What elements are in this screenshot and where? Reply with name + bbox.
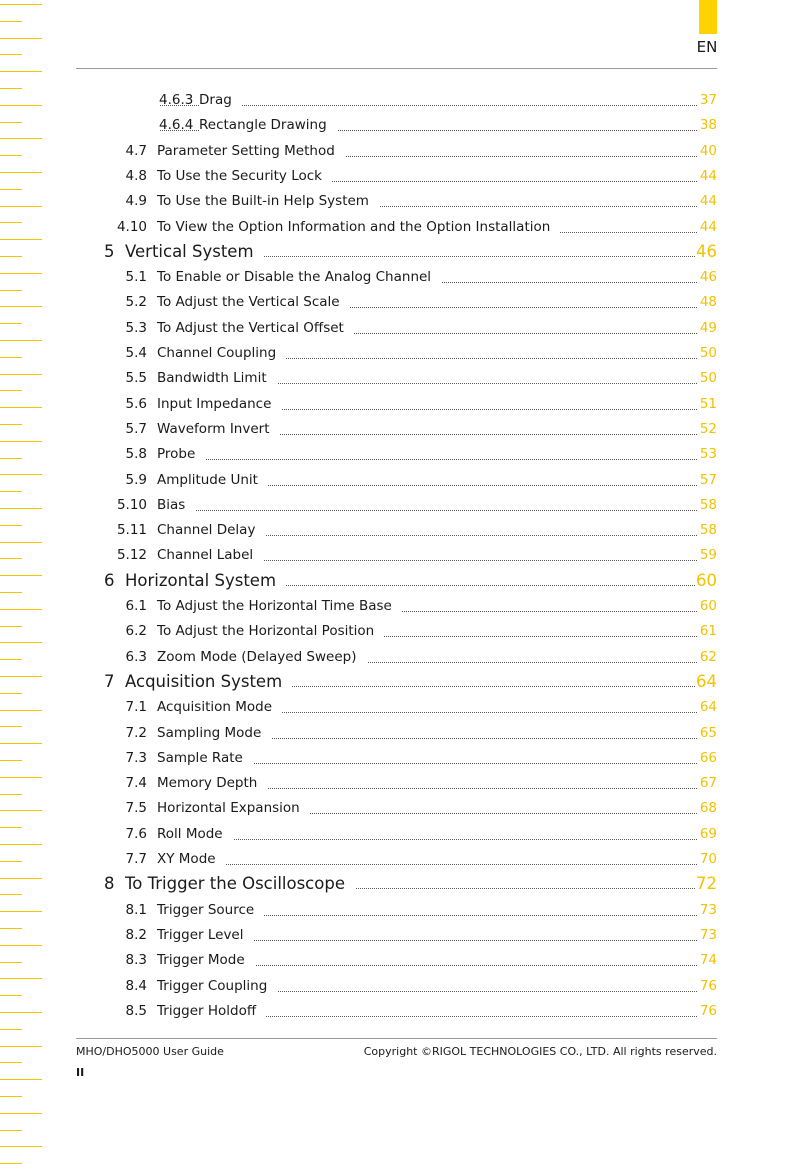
toc-entry-page: 46 xyxy=(699,269,717,286)
toc-entry-page: 70 xyxy=(699,851,717,867)
ruler-tick xyxy=(0,1130,22,1131)
toc-entry-page: 51 xyxy=(699,395,717,412)
toc-entry[interactable] xyxy=(0,366,793,391)
toc-entry[interactable] xyxy=(0,974,793,999)
toc-entry[interactable] xyxy=(0,240,793,265)
toc-entry[interactable] xyxy=(0,265,793,290)
ruler-tick xyxy=(0,4,42,5)
toc-entry-number: 5.12 xyxy=(116,547,147,564)
toc-entry-page: 44 xyxy=(699,193,717,210)
toc-entry-page: 74 xyxy=(699,952,717,969)
toc-entry-number: 6 xyxy=(104,570,115,590)
toc-entry-page: 38 xyxy=(699,117,717,134)
toc-entry[interactable] xyxy=(0,721,793,746)
toc-entry[interactable] xyxy=(0,796,793,821)
toc-entry-page: 58 xyxy=(699,522,717,539)
toc-entry-page: 68 xyxy=(699,800,717,817)
toc-entry[interactable] xyxy=(0,569,793,594)
toc-entry[interactable] xyxy=(0,290,793,315)
toc-entry-number: 8.5 xyxy=(125,1002,147,1019)
toc-leader-dots xyxy=(160,864,697,865)
toc-entry-title: To Use the Built-in Help System xyxy=(157,193,379,209)
toc-entry-page: 73 xyxy=(699,901,717,918)
ruler-tick xyxy=(0,71,42,72)
toc-leader-dots xyxy=(160,459,697,460)
toc-entry[interactable] xyxy=(0,316,793,341)
toc-entry[interactable] xyxy=(0,468,793,493)
ruler-tick xyxy=(0,1096,22,1097)
toc-entry[interactable] xyxy=(0,619,793,644)
toc-entry[interactable] xyxy=(0,923,793,948)
toc-entry-title: Acquisition System xyxy=(125,672,292,691)
toc-entry[interactable] xyxy=(0,746,793,771)
toc-entry-title: Sample Rate xyxy=(157,750,253,766)
toc-entry-title: Drag xyxy=(199,92,242,108)
toc-entry-title: To Adjust the Horizontal Position xyxy=(157,623,384,639)
toc-entry-number: 6.3 xyxy=(125,648,147,665)
toc-entry-page: 60 xyxy=(699,598,717,614)
toc-entry[interactable] xyxy=(0,543,793,568)
ruler-tick xyxy=(0,54,22,55)
toc-entry-number: 8.2 xyxy=(125,926,147,943)
toc-entry-title: Memory Depth xyxy=(157,775,267,791)
ruler-tick xyxy=(0,38,42,39)
toc-entry-number: 7.7 xyxy=(125,851,147,867)
toc-entry-number: 5.3 xyxy=(125,319,147,336)
language-label: EN xyxy=(696,38,718,56)
footer-guide-title: MHO/DHO5000 User Guide xyxy=(76,1045,224,1058)
toc-entry-number: 4.9 xyxy=(125,193,147,210)
toc-entry-title: Trigger Coupling xyxy=(157,978,277,994)
toc-entry[interactable] xyxy=(0,898,793,923)
toc-entry[interactable] xyxy=(0,341,793,366)
toc-entry-title: Channel Delay xyxy=(157,522,265,538)
toc-entry[interactable] xyxy=(0,645,793,670)
toc-entry[interactable] xyxy=(0,948,793,973)
toc-entry[interactable] xyxy=(0,999,793,1024)
toc-entry-page: 44 xyxy=(699,218,717,235)
toc-entry-page: 60 xyxy=(696,570,717,590)
toc-entry[interactable] xyxy=(0,695,793,720)
toc-entry-title: Roll Mode xyxy=(157,826,233,842)
toc-entry-page: 59 xyxy=(699,547,717,564)
toc-entry[interactable] xyxy=(0,417,793,442)
toc-entry-number: 8.1 xyxy=(125,901,147,918)
toc-entry-number: 7.1 xyxy=(125,699,147,716)
header-rule xyxy=(76,68,717,69)
toc-entry-page: 53 xyxy=(699,446,717,463)
toc-entry-number: 4.7 xyxy=(125,142,147,159)
toc-entry-page: 72 xyxy=(696,874,717,894)
toc-entry-number: 5.6 xyxy=(125,395,147,412)
toc-entry-title: Horizontal System xyxy=(125,571,286,590)
toc-entry[interactable] xyxy=(0,822,793,847)
toc-entry[interactable] xyxy=(0,872,793,897)
toc-entry-number: 8 xyxy=(104,874,115,894)
toc-entry-number: 7.2 xyxy=(125,724,147,741)
toc-entry-number: 4.10 xyxy=(116,218,147,235)
toc-entry-title: Parameter Setting Method xyxy=(157,143,345,159)
toc-entry-number: 5.8 xyxy=(125,446,147,463)
toc-entry-title: Probe xyxy=(157,446,205,462)
toc-entry-page: 50 xyxy=(699,370,717,387)
toc-entry-page: 61 xyxy=(699,623,717,640)
toc-entry-title: Input Impedance xyxy=(157,396,281,412)
toc-entry-title: Horizontal Expansion xyxy=(157,800,310,816)
toc-entry-number: 6.2 xyxy=(125,623,147,640)
toc-entry-number: 7.6 xyxy=(125,825,147,842)
toc-entry-page: 49 xyxy=(699,319,717,336)
ruler-tick xyxy=(0,1062,22,1063)
toc-entry-page: 44 xyxy=(699,167,717,184)
toc-entry-title: Channel Coupling xyxy=(157,345,286,361)
toc-entry-number: 8.4 xyxy=(125,977,147,994)
ruler-tick xyxy=(0,21,22,22)
ruler-tick xyxy=(0,1046,42,1047)
toc-entry-title: Rectangle Drawing xyxy=(199,117,337,133)
toc-entry-page: 46 xyxy=(696,241,717,261)
toc-entry[interactable] xyxy=(0,215,793,240)
toc-entry-title: Vertical System xyxy=(125,242,264,261)
toc-entry-page: 64 xyxy=(699,699,717,716)
toc-entry-number: 7.4 xyxy=(125,775,147,792)
toc-entry-number: 8.3 xyxy=(125,952,147,969)
toc-entry-page: 57 xyxy=(699,471,717,488)
ruler-tick xyxy=(0,1146,42,1147)
toc-entry-page: 37 xyxy=(699,92,717,108)
toc-entry-page: 58 xyxy=(699,496,717,513)
toc-entry-title: To Adjust the Vertical Offset xyxy=(157,320,354,336)
toc-entry-number: 7 xyxy=(104,671,115,691)
toc-entry-title: Channel Label xyxy=(157,547,263,563)
toc-entry-number: 4.8 xyxy=(125,167,147,184)
toc-entry[interactable] xyxy=(0,518,793,543)
toc-entry-title: Acquisition Mode xyxy=(157,699,282,715)
toc-entry-title: Sampling Mode xyxy=(157,725,271,741)
toc-entry-page: 66 xyxy=(699,749,717,766)
toc-entry[interactable] xyxy=(0,164,793,189)
toc-entry-title: XY Mode xyxy=(157,851,226,867)
toc-entry-number: 5.10 xyxy=(116,496,147,513)
toc-entry[interactable] xyxy=(0,189,793,214)
toc-entry-title: Zoom Mode (Delayed Sweep) xyxy=(157,649,367,665)
toc-entry-page: 40 xyxy=(699,142,717,159)
toc-entry[interactable] xyxy=(0,493,793,518)
toc-entry-title: Trigger Source xyxy=(157,902,264,918)
toc-entry[interactable] xyxy=(0,670,793,695)
toc-entry-number: 5.4 xyxy=(125,345,147,361)
toc-entry-number: 5.7 xyxy=(125,420,147,437)
toc-entry-page: 76 xyxy=(699,977,717,994)
toc-entry-number: 5.5 xyxy=(125,370,147,387)
toc-entry[interactable] xyxy=(0,442,793,467)
toc-entry-title: Bandwidth Limit xyxy=(157,370,277,386)
toc-entry-number: 5.11 xyxy=(116,522,147,539)
toc-entry-title: To Use the Security Lock xyxy=(157,168,332,184)
ruler-tick xyxy=(0,1079,42,1080)
toc-entry-title: To Adjust the Horizontal Time Base xyxy=(157,598,402,614)
toc-entry-title: Waveform Invert xyxy=(157,421,280,437)
toc-entry-page: 50 xyxy=(699,345,717,361)
toc-entry-title: Trigger Level xyxy=(157,927,253,943)
toc-entry-page: 62 xyxy=(699,648,717,665)
toc-entry-page: 73 xyxy=(699,926,717,943)
language-tab-marker xyxy=(699,0,717,34)
ruler-tick xyxy=(0,1029,22,1030)
toc-entry-number: 7.3 xyxy=(125,749,147,766)
toc-entry-title: Bias xyxy=(157,497,195,513)
toc-entry-title: Trigger Holdoff xyxy=(157,1003,266,1019)
toc-entry[interactable] xyxy=(0,847,793,872)
toc-entry-title: To Enable or Disable the Analog Channel xyxy=(157,269,441,285)
toc-entry-number: 6.1 xyxy=(125,598,147,614)
toc-entry-title: To View the Option Information and the Option Installation xyxy=(157,219,560,235)
toc-entry[interactable] xyxy=(0,113,793,138)
toc-entry-title: To Adjust the Vertical Scale xyxy=(157,294,350,310)
toc-entry-title: To Trigger the Oscilloscope xyxy=(125,874,355,893)
toc-entry-title: Amplitude Unit xyxy=(157,472,268,488)
toc-entry-number: 4.6.3 xyxy=(159,92,194,108)
toc-entry-title: Trigger Mode xyxy=(157,952,255,968)
toc-leader-dots xyxy=(160,510,697,511)
toc-entry-page: 65 xyxy=(699,724,717,741)
toc-entry-page: 64 xyxy=(696,671,717,691)
toc-entry-number: 5 xyxy=(104,241,115,261)
toc-entry[interactable] xyxy=(0,392,793,417)
toc-entry-number: 5.2 xyxy=(125,294,147,311)
toc-entry-page: 48 xyxy=(699,294,717,311)
toc-entry[interactable] xyxy=(0,139,793,164)
footer-rule xyxy=(76,1038,717,1039)
toc-entry-page: 76 xyxy=(699,1002,717,1019)
toc-entry-page: 67 xyxy=(699,775,717,792)
toc-entry-page: 69 xyxy=(699,825,717,842)
toc-entry[interactable] xyxy=(0,594,793,619)
toc-entry-page: 52 xyxy=(699,420,717,437)
footer-page-number: II xyxy=(76,1066,85,1079)
toc-entry-number: 5.1 xyxy=(125,269,147,286)
toc-leader-dots xyxy=(160,839,697,840)
toc-entry[interactable] xyxy=(0,771,793,796)
toc-entry-number: 4.6.4 xyxy=(159,117,194,134)
ruler-tick xyxy=(0,1113,42,1114)
footer-copyright: Copyright ©RIGOL TECHNOLOGIES CO., LTD. All rights reserved. xyxy=(363,1045,717,1058)
toc-entry-number: 7.5 xyxy=(125,800,147,817)
toc-entry-number: 5.9 xyxy=(125,471,147,488)
toc-entry[interactable] xyxy=(0,88,793,113)
